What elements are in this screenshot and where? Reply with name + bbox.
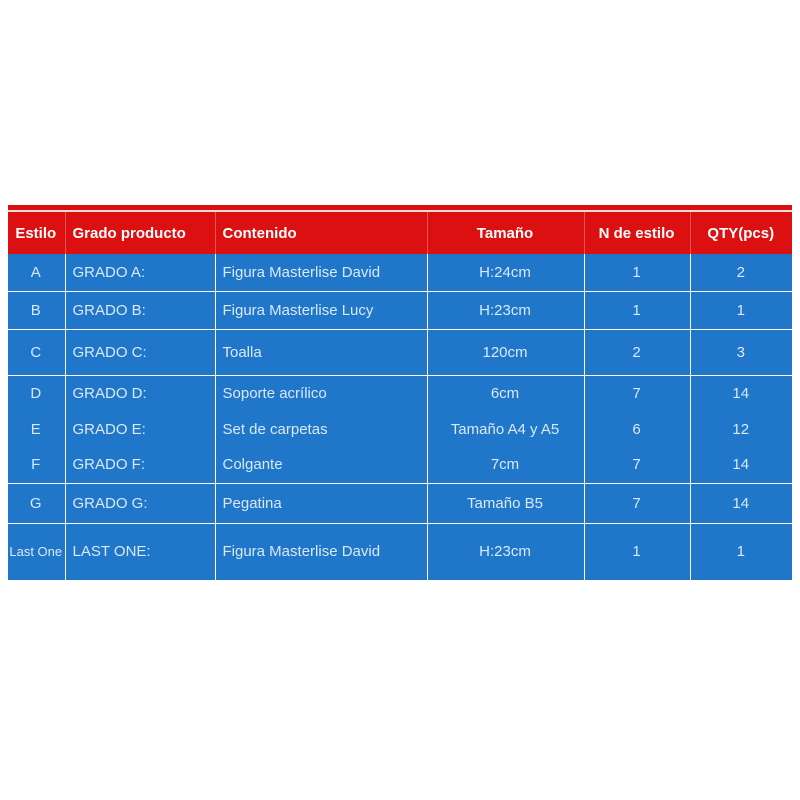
cell-n-de-estilo: 2 [584, 329, 690, 375]
cell-qty: 14 [690, 375, 792, 411]
column-header-estilo: Estilo [8, 212, 65, 254]
table-body [8, 254, 792, 580]
cell-tamano: H:23cm [427, 523, 584, 580]
cell-tamano: Tamaño A4 y A5 [427, 411, 584, 447]
cell-tamano: Tamaño B5 [427, 483, 584, 523]
cell-estilo: B [8, 291, 65, 329]
cell-tamano: 6cm [427, 375, 584, 411]
cell-n-de-estilo: 1 [584, 254, 690, 291]
cell-contenido: Colgante [215, 447, 427, 483]
cell-qty: 3 [690, 329, 792, 375]
cell-qty: 14 [690, 483, 792, 523]
cell-grado-producto: LAST ONE: [65, 523, 215, 580]
cell-grado-producto: GRADO F: [65, 447, 215, 483]
column-header-contenido: Contenido [215, 212, 427, 254]
cell-qty: 12 [690, 411, 792, 447]
cell-qty: 2 [690, 254, 792, 291]
cell-estilo: C [8, 329, 65, 375]
cell-qty: 14 [690, 447, 792, 483]
cell-grado-producto: GRADO D: [65, 375, 215, 411]
cell-n-de-estilo: 7 [584, 483, 690, 523]
table-row [8, 375, 792, 411]
cell-estilo: G [8, 483, 65, 523]
table-row [8, 483, 792, 523]
column-header-grado-producto: Grado producto [65, 212, 215, 254]
cell-grado-producto: GRADO A: [65, 254, 215, 291]
spec-table [8, 212, 792, 580]
cell-n-de-estilo: 1 [584, 291, 690, 329]
cell-grado-producto: GRADO B: [65, 291, 215, 329]
cell-n-de-estilo: 1 [584, 523, 690, 580]
cell-tamano: H:24cm [427, 254, 584, 291]
cell-estilo: A [8, 254, 65, 291]
product-spec-table [8, 205, 792, 580]
cell-qty: 1 [690, 291, 792, 329]
cell-contenido: Pegatina [215, 483, 427, 523]
cell-n-de-estilo: 7 [584, 375, 690, 411]
table-row [8, 291, 792, 329]
cell-grado-producto: GRADO G: [65, 483, 215, 523]
cell-n-de-estilo: 7 [584, 447, 690, 483]
cell-estilo: E [8, 411, 65, 447]
column-header-qty: QTY(pcs) [690, 212, 792, 254]
cell-contenido: Figura Masterlise David [215, 254, 427, 291]
cell-n-de-estilo: 6 [584, 411, 690, 447]
cell-contenido: Set de carpetas [215, 411, 427, 447]
cell-contenido: Soporte acrílico [215, 375, 427, 411]
cell-grado-producto: GRADO C: [65, 329, 215, 375]
table-row [8, 254, 792, 291]
header-row [8, 212, 792, 254]
cell-tamano: H:23cm [427, 291, 584, 329]
table-row [8, 411, 792, 447]
cell-contenido: Figura Masterlise David [215, 523, 427, 580]
table-top-border [8, 205, 792, 212]
table-row [8, 447, 792, 483]
table-row [8, 329, 792, 375]
column-header-tamano: Tamaño [427, 212, 584, 254]
cell-grado-producto: GRADO E: [65, 411, 215, 447]
cell-contenido: Figura Masterlise Lucy [215, 291, 427, 329]
cell-qty: 1 [690, 523, 792, 580]
cell-estilo: Last One [8, 523, 65, 580]
column-header-n-de-estilo: N de estilo [584, 212, 690, 254]
cell-tamano: 7cm [427, 447, 584, 483]
table-row [8, 523, 792, 580]
cell-tamano: 120cm [427, 329, 584, 375]
cell-estilo: D [8, 375, 65, 411]
cell-estilo: F [8, 447, 65, 483]
cell-contenido: Toalla [215, 329, 427, 375]
